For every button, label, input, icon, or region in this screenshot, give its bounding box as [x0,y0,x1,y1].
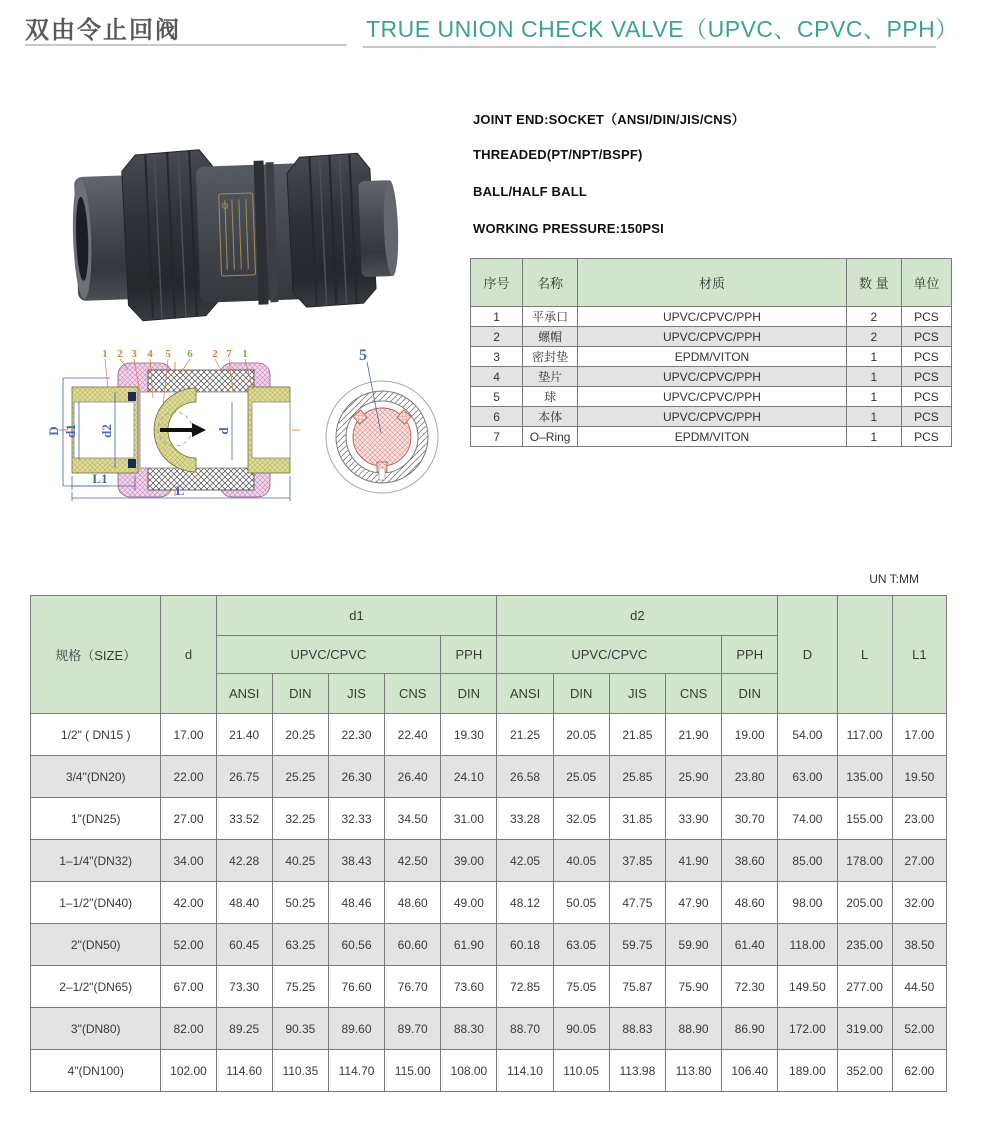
table-cell: 63.00 [778,756,837,798]
table-cell: 73.60 [441,966,497,1008]
col-header-din-d2: DIN [553,674,609,714]
col-header-unit: 单位 [901,259,951,307]
table-cell: 26.30 [328,756,384,798]
table-cell: 1–1/4"(DN32) [31,840,161,882]
col-header-name: 名称 [523,259,578,307]
table-cell: 22.30 [328,714,384,756]
table-cell: 89.70 [385,1008,441,1050]
col-header-jis-d2: JIS [609,674,665,714]
table-row [31,714,947,756]
spec-working-pressure: WORKING PRESSURE:150PSI [473,221,664,236]
callout-2: 2 [117,348,123,360]
table-cell: 1 [846,427,901,447]
table-row [471,427,952,447]
table-cell: 27.00 [161,798,216,840]
table-cell: 114.70 [328,1050,384,1092]
table-row [31,840,947,882]
table-cell: 41.90 [665,840,721,882]
table-cell: 178.00 [837,840,892,882]
table-cell: 1 [846,407,901,427]
table-cell: EPDM/VITON [578,347,847,367]
col-header-D: D [778,596,837,714]
table-cell: 本体 [523,407,578,427]
table-cell: 垫片 [523,367,578,387]
col-header-ansi-d2: ANSI [497,674,553,714]
table-cell: 50.25 [272,882,328,924]
table-cell: 5 [471,387,523,407]
table-cell: UPVC/CPVC/PPH [578,407,847,427]
table-cell: 19.30 [441,714,497,756]
table-cell: 74.00 [778,798,837,840]
table-cell: 47.90 [665,882,721,924]
table-cell: O–Ring [523,427,578,447]
dim-label-d: d [216,427,231,435]
col-header-pphdin-d2: DIN [722,674,778,714]
table-row [471,307,952,327]
unit-note: UN T:MM [869,572,919,586]
parts-header-row [471,259,952,307]
table-cell: 1–1/2"(DN40) [31,882,161,924]
col-header-pph-d1: PPH [441,636,497,674]
table-cell: 密封垫 [523,347,578,367]
table-cell: 75.87 [609,966,665,1008]
col-header-size: 规格（SIZE） [31,596,161,714]
table-cell: 20.25 [272,714,328,756]
table-row [471,407,952,427]
col-header-cns-d2: CNS [665,674,721,714]
table-cell: 2–1/2"(DN65) [31,966,161,1008]
table-row [31,882,947,924]
table-cell: 4"(DN100) [31,1050,161,1092]
table-cell: 85.00 [778,840,837,882]
table-row [31,924,947,966]
table-cell: 31.00 [441,798,497,840]
table-cell: 114.10 [497,1050,553,1092]
table-cell: 110.05 [553,1050,609,1092]
technical-drawing [30,340,460,512]
table-cell: 205.00 [837,882,892,924]
table-cell: 7 [471,427,523,447]
parts-table [470,258,952,447]
table-cell: 21.85 [609,714,665,756]
col-header-material: 材质 [578,259,847,307]
table-cell: 27.00 [892,840,946,882]
col-header-index: 序号 [471,259,523,307]
table-cell: 48.60 [385,882,441,924]
table-cell: 352.00 [837,1050,892,1092]
table-cell: 3/4"(DN20) [31,756,161,798]
table-cell: 319.00 [837,1008,892,1050]
col-header-ansi-d1: ANSI [216,674,272,714]
table-cell: 67.00 [161,966,216,1008]
table-cell: 23.80 [722,756,778,798]
table-cell: 42.05 [497,840,553,882]
col-header-din-d1: DIN [272,674,328,714]
dimension-table [30,595,947,1092]
table-cell: 17.00 [892,714,946,756]
table-cell: 2 [846,327,901,347]
table-cell: 34.50 [385,798,441,840]
table-cell: 39.00 [441,840,497,882]
table-cell: 48.12 [497,882,553,924]
table-cell: 60.45 [216,924,272,966]
table-row [31,756,947,798]
table-cell: 90.05 [553,1008,609,1050]
table-cell: 89.60 [328,1008,384,1050]
table-cell: 30.70 [722,798,778,840]
table-cell: 48.46 [328,882,384,924]
col-header-qty: 数 量 [846,259,901,307]
dim-label-L: L [175,483,185,498]
table-cell: 2"(DN50) [31,924,161,966]
table-cell: 115.00 [385,1050,441,1092]
table-cell: 23.00 [892,798,946,840]
table-cell: 52.00 [161,924,216,966]
table-cell: 1/2" ( DN15 ) [31,714,161,756]
table-cell: 4 [471,367,523,387]
table-cell: 21.40 [216,714,272,756]
table-cell: 76.70 [385,966,441,1008]
table-cell: 2 [471,327,523,347]
page-title-english: TRUE UNION CHECK VALVE（UPVC、CPVC、PPH） [366,16,959,42]
table-cell: 1 [846,387,901,407]
table-cell: 3 [471,347,523,367]
table-cell: 89.25 [216,1008,272,1050]
table-cell: 38.60 [722,840,778,882]
table-cell: 135.00 [837,756,892,798]
table-cell: UPVC/CPVC/PPH [578,327,847,347]
col-header-L: L [837,596,892,714]
table-cell: 61.40 [722,924,778,966]
table-row [471,387,952,407]
dim-label-D: D [46,426,61,436]
table-cell: 42.50 [385,840,441,882]
table-cell: 32.00 [892,882,946,924]
table-cell: 25.25 [272,756,328,798]
dim-label-d2: d2 [99,424,114,438]
table-cell: 98.00 [778,882,837,924]
table-cell: 26.40 [385,756,441,798]
valve-body-photo [70,143,401,323]
table-cell: 17.00 [161,714,216,756]
table-cell: 1"(DN25) [31,798,161,840]
dim-label-L1: L1 [92,471,108,486]
table-cell: 26.75 [216,756,272,798]
table-cell: 113.80 [665,1050,721,1092]
table-cell: 20.05 [553,714,609,756]
table-cell: 117.00 [837,714,892,756]
table-cell: 47.75 [609,882,665,924]
table-cell: 235.00 [837,924,892,966]
table-cell: 33.28 [497,798,553,840]
table-cell: 113.98 [609,1050,665,1092]
table-cell: UPVC/CPVC/PPH [578,307,847,327]
valve-photo [60,95,440,340]
table-row [471,327,952,347]
table-cell: 32.05 [553,798,609,840]
table-cell: 59.75 [609,924,665,966]
table-cell: 118.00 [778,924,837,966]
callout-1: 1 [102,348,108,360]
table-cell: 32.33 [328,798,384,840]
table-cell: 149.50 [778,966,837,1008]
table-cell: PCS [901,347,951,367]
table-cell: 108.00 [441,1050,497,1092]
table-cell: 1 [471,307,523,327]
table-cell: 60.60 [385,924,441,966]
table-cell: 75.05 [553,966,609,1008]
table-cell: 25.85 [609,756,665,798]
table-cell: 114.60 [216,1050,272,1092]
table-cell: 88.90 [665,1008,721,1050]
table-cell: PCS [901,327,951,347]
table-cell: 60.18 [497,924,553,966]
dim-label-d1: d1 [63,424,78,438]
table-cell: 155.00 [837,798,892,840]
table-cell: 172.00 [778,1008,837,1050]
col-header-d2: d2 [497,596,778,636]
table-cell: PCS [901,367,951,387]
table-cell: 75.25 [272,966,328,1008]
table-cell: 1 [846,347,901,367]
table-cell: 48.60 [722,882,778,924]
table-cell: 88.30 [441,1008,497,1050]
table-cell: PCS [901,427,951,447]
col-header-jis-d1: JIS [328,674,384,714]
table-cell: 22.40 [385,714,441,756]
page-title-chinese: 双由令止回阀 [25,17,181,44]
spec-ball: BALL/HALF BALL [473,184,587,199]
dim-header-row-1 [31,596,947,636]
table-cell: 22.00 [161,756,216,798]
callout-9: 1 [242,348,248,360]
table-cell: 52.00 [892,1008,946,1050]
table-cell: 3"(DN80) [31,1008,161,1050]
table-row [31,1008,947,1050]
col-header-cns-d1: CNS [385,674,441,714]
table-row [31,1050,947,1092]
table-cell: 21.90 [665,714,721,756]
table-cell: 76.60 [328,966,384,1008]
table-cell: 40.05 [553,840,609,882]
table-cell: 49.00 [441,882,497,924]
table-cell: 82.00 [161,1008,216,1050]
table-cell: 277.00 [837,966,892,1008]
table-cell: 6 [471,407,523,427]
table-cell: 38.43 [328,840,384,882]
table-cell: 59.90 [665,924,721,966]
table-cell: 19.00 [722,714,778,756]
table-row [31,966,947,1008]
table-cell: 42.00 [161,882,216,924]
table-cell: 63.05 [553,924,609,966]
callout-8: 7 [226,348,232,360]
table-cell: 88.70 [497,1008,553,1050]
col-header-d1: d1 [216,596,497,636]
table-cell: 2 [846,307,901,327]
table-cell: 26.58 [497,756,553,798]
table-cell: 21.25 [497,714,553,756]
table-cell: 44.50 [892,966,946,1008]
table-cell: PCS [901,387,951,407]
col-header-d: d [161,596,216,714]
table-cell: 61.90 [441,924,497,966]
table-cell: 19.50 [892,756,946,798]
table-cell: 24.10 [441,756,497,798]
col-header-pph-d2: PPH [722,636,778,674]
table-cell: 88.83 [609,1008,665,1050]
table-row [31,798,947,840]
table-cell: 1 [846,367,901,387]
col-header-upvc-d1: UPVC/CPVC [216,636,441,674]
table-cell: 31.85 [609,798,665,840]
callout-3: 3 [131,348,137,360]
table-cell: 54.00 [778,714,837,756]
callout-5: 5 [165,348,171,360]
table-cell: 72.30 [722,966,778,1008]
table-cell: 25.05 [553,756,609,798]
callout-6: 6 [187,348,193,360]
table-cell: 球 [523,387,578,407]
callout-4: 4 [147,348,153,360]
col-header-L1: L1 [892,596,946,714]
table-cell: 73.30 [216,966,272,1008]
table-cell: 40.25 [272,840,328,882]
table-cell: 33.90 [665,798,721,840]
table-row [471,367,952,387]
table-cell: 32.25 [272,798,328,840]
table-cell: 62.00 [892,1050,946,1092]
spec-threaded: THREADED(PT/NPT/BSPF) [473,147,643,162]
table-cell: 25.90 [665,756,721,798]
end-view [326,347,438,493]
table-cell: 106.40 [722,1050,778,1092]
table-cell: UPVC/CPVC/PPH [578,387,847,407]
table-cell: 42.28 [216,840,272,882]
spec-joint-end: JOINT END:SOCKET（ANSI/DIN/JIS/CNS） [473,112,745,127]
table-cell: 75.90 [665,966,721,1008]
table-cell: PCS [901,407,951,427]
table-cell: 189.00 [778,1050,837,1092]
title-underline-right [363,46,936,48]
table-cell: 33.52 [216,798,272,840]
title-underline-left [25,44,347,46]
table-cell: PCS [901,307,951,327]
table-row [471,347,952,367]
table-cell: 34.00 [161,840,216,882]
table-cell: EPDM/VITON [578,427,847,447]
table-cell: UPVC/CPVC/PPH [578,367,847,387]
callout-7: 2 [212,348,218,360]
table-cell: 48.40 [216,882,272,924]
col-header-pphdin-d1: DIN [441,674,497,714]
end-view-callout: 5 [359,347,367,364]
section-view [46,348,300,501]
table-cell: 38.50 [892,924,946,966]
table-cell: 60.56 [328,924,384,966]
table-cell: 63.25 [272,924,328,966]
table-cell: 86.90 [722,1008,778,1050]
col-header-upvc-d2: UPVC/CPVC [497,636,722,674]
table-cell: 72.85 [497,966,553,1008]
table-cell: 50.05 [553,882,609,924]
table-cell: 平承口 [523,307,578,327]
table-cell: 90.35 [272,1008,328,1050]
table-cell: 102.00 [161,1050,216,1092]
table-cell: 螺帽 [523,327,578,347]
table-cell: 37.85 [609,840,665,882]
table-cell: 110.35 [272,1050,328,1092]
